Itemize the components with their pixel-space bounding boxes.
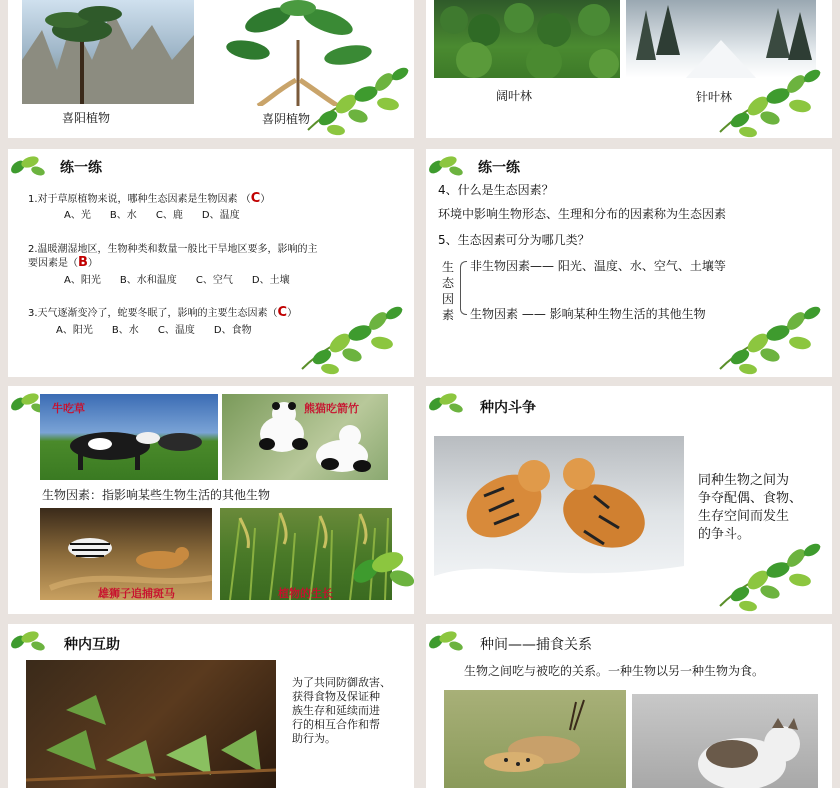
question-1-options: A、光 B、水 C、鹿 D、温度: [64, 210, 240, 221]
question-2-line2: 要因素是（B）: [28, 255, 98, 270]
leaf-icon: [426, 628, 466, 652]
leaf-icon: [426, 390, 466, 414]
slide-heading: 种内斗争: [480, 400, 536, 416]
slide-sun-shade-plants: [8, 0, 414, 138]
leaf-decoration: [348, 546, 414, 606]
slide-heading: 练一练: [60, 160, 102, 176]
slide-heading: 种内互助: [64, 637, 120, 653]
competition-text: 同种生物之间为 争夺配偶、食物、 生存空间而发生 的争斗。: [698, 473, 803, 542]
slide-heading: 种间——捕食关系: [480, 637, 592, 653]
label-plant: 植物的生长: [278, 587, 333, 600]
answer-3: C: [277, 305, 288, 320]
answer-4: 环境中影响生物形态、生理和分布的因素称为生态因素: [438, 207, 727, 221]
question-2-options: A、阳光 B、水和温度 C、空气 D、土壤: [64, 275, 290, 286]
leafcutter-ants-photo: [26, 660, 276, 788]
caption-broadleaf: 阔叶林: [496, 89, 533, 103]
brace: [460, 261, 467, 315]
leaf-decoration: [710, 536, 830, 614]
label-cow: 牛吃草: [52, 402, 85, 415]
slide-exercise-2: [426, 149, 832, 377]
slide-predation: [426, 624, 832, 788]
cooperation-text: 为了共同防御敌害、 获得食物及保证种 族生存和延续而进 行的相互合作和帮 助行为。: [292, 676, 391, 745]
leaf-icon: [426, 153, 466, 177]
question-4: 4、什么是生态因素？: [438, 183, 554, 197]
broadleaf-forest-photo: [434, 0, 620, 78]
leaf-decoration: [292, 299, 412, 377]
predation-definition: 生物之间吃与被吃的关系。一种生物以另一种生物为食。: [464, 664, 765, 678]
question-3: 3.天气逐渐变冷了，蛇要冬眠了，影响的主要生态因素（C）: [28, 305, 298, 320]
question-3-options: A、阳光 B、水 C、温度 D、食物: [56, 325, 252, 336]
question-2-line1: 2.温暖潮湿地区，生物种类和数量一般比干旱地区要多，影响的主: [28, 244, 318, 255]
leaf-decoration: [710, 62, 830, 138]
slide-forest-types: [426, 0, 832, 138]
slide-heading: 练一练: [478, 160, 520, 176]
slide-exercise-1: [8, 149, 414, 377]
slide-biotic-factors: [8, 386, 414, 614]
leaf-decoration: [298, 60, 414, 138]
question-1: 1.对于草原植物来说，哪种生态因素是生物因素 （C）: [28, 191, 271, 206]
leaf-icon: [8, 153, 48, 177]
slide-intraspecific-cooperation: [8, 624, 414, 788]
brace-label: 生 态 因 素: [442, 260, 455, 322]
leaf-decoration: [710, 299, 830, 377]
caption-conifer: 针叶林: [696, 90, 733, 104]
leaf-icon: [8, 628, 48, 652]
label-lion: 雄狮子追捕斑马: [98, 587, 175, 600]
fighting-tigers-photo: [434, 436, 684, 592]
answer-2: B: [78, 255, 88, 270]
cat-photo: [632, 694, 818, 788]
label-panda: 熊猫吃箭竹: [304, 402, 359, 415]
answer-1: C: [250, 191, 261, 206]
sun-plant-photo: [22, 0, 194, 104]
slide-intraspecific-competition: [426, 386, 832, 614]
biotic-definition: 生物因素：指影响某些生物生活的其他生物: [42, 488, 271, 502]
biotic-factors: 生物因素 —— 影响某种生物生活的其他生物: [470, 307, 706, 321]
question-5: 5、生态因素可分为哪几类？: [438, 233, 590, 247]
abiotic-factors: 非生物因素—— 阳光、温度、水、空气、土壤等: [470, 259, 726, 273]
caption-shade-plant: 喜阴植物: [262, 112, 311, 126]
cheetah-antelope-photo: [444, 690, 626, 788]
caption-sun-plant: 喜阳植物: [62, 111, 111, 125]
